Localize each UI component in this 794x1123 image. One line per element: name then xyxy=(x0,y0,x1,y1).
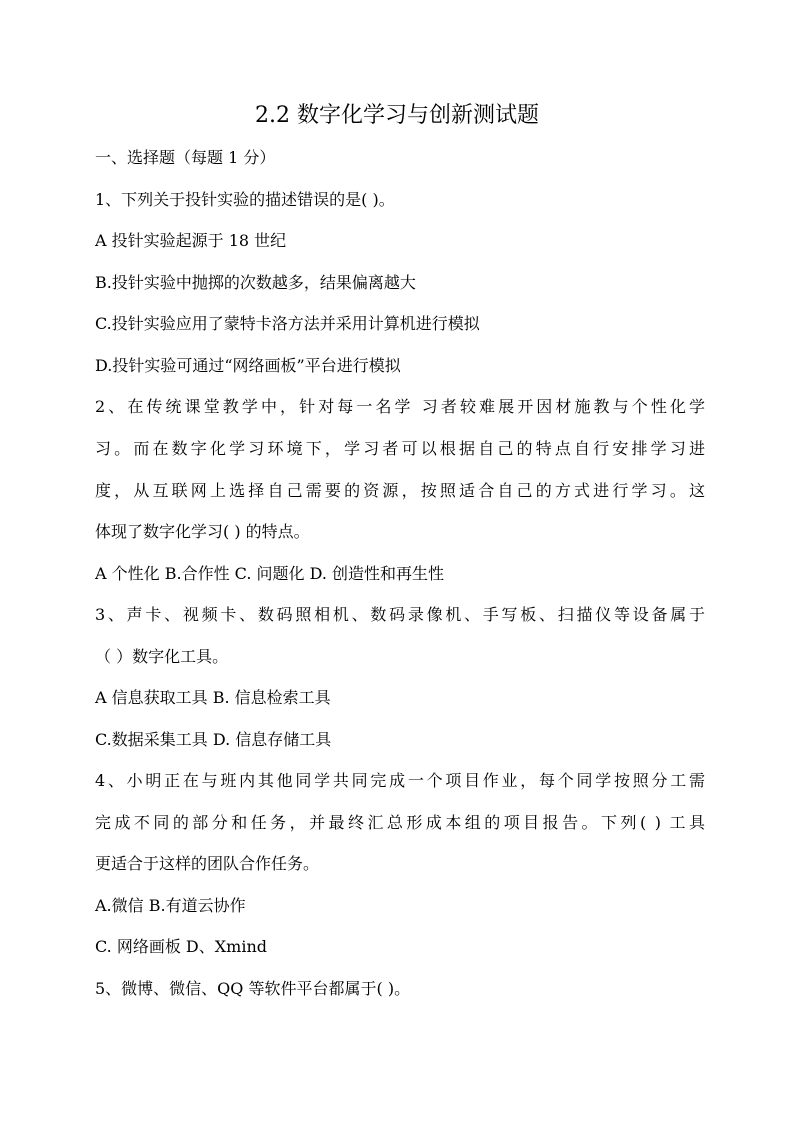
question-4-stem-line-2: 完成不同的部分和任务，并最终汇总形成本组的项目报告。下列( ) 工具 xyxy=(95,813,705,832)
question-3-stem-line-2: （ ）数字化工具。 xyxy=(95,647,229,666)
question-4-stem-line-3: 更适合于这样的团队合作任务。 xyxy=(95,854,320,873)
question-4-stem-line-1: 4、小明正在与班内其他同学共同完成一个项目作业，每个同学按照分工需 xyxy=(95,771,705,790)
question-1-option-a: A 投针实验起源于 18 世纪 xyxy=(95,231,287,250)
question-2-options: A 个性化 B.合作性 C. 问题化 D. 创造性和再生性 xyxy=(95,564,445,583)
question-4-options-cd: C. 网络画板 D、Xmind xyxy=(95,937,267,956)
question-1-option-c: C.投针实验应用了蒙特卡洛方法并采用计算机进行模拟 xyxy=(95,314,480,333)
question-1-option-b: B.投针实验中抛掷的次数越多，结果偏离越大 xyxy=(95,273,416,292)
question-4-options-ab: A.微信 B.有道云协作 xyxy=(95,896,246,915)
question-3-stem-line-1: 3、声卡、视频卡、数码照相机、数码录像机、手写板、扫描仪等设备属于 xyxy=(95,605,705,624)
question-2-stem-line-2: 习。而在数字化学习环境下，学习者可以根据自己的特点自行安排学习进 xyxy=(95,439,705,458)
section-heading: 一、选择题（每题 1 分） xyxy=(95,148,276,167)
question-2-stem-line-3: 度，从互联网上选择自己需要的资源，按照适合自己的方式进行学习。这 xyxy=(95,481,705,500)
question-5-stem: 5、微博、微信、QQ 等软件平台都属于( )。 xyxy=(95,979,411,998)
question-1-stem: 1、下列关于投针实验的描述错误的是( )。 xyxy=(95,190,395,209)
question-2-stem-line-1: 2、在传统课堂教学中，针对每一名学 习者较难展开因材施教与个性化学 xyxy=(95,397,705,416)
page-title: 2.2 数字化学习与创新测试题 xyxy=(255,103,539,128)
question-3-options-cd: C.数据采集工具 D. 信息存储工具 xyxy=(95,730,332,749)
question-1-option-d: D.投针实验可通过“网络画板”平台进行模拟 xyxy=(95,356,401,375)
question-2-stem-line-4: 体现了数字化学习( ) 的特点。 xyxy=(95,522,310,541)
question-3-options-ab: A 信息获取工具 B. 信息检索工具 xyxy=(95,688,331,707)
